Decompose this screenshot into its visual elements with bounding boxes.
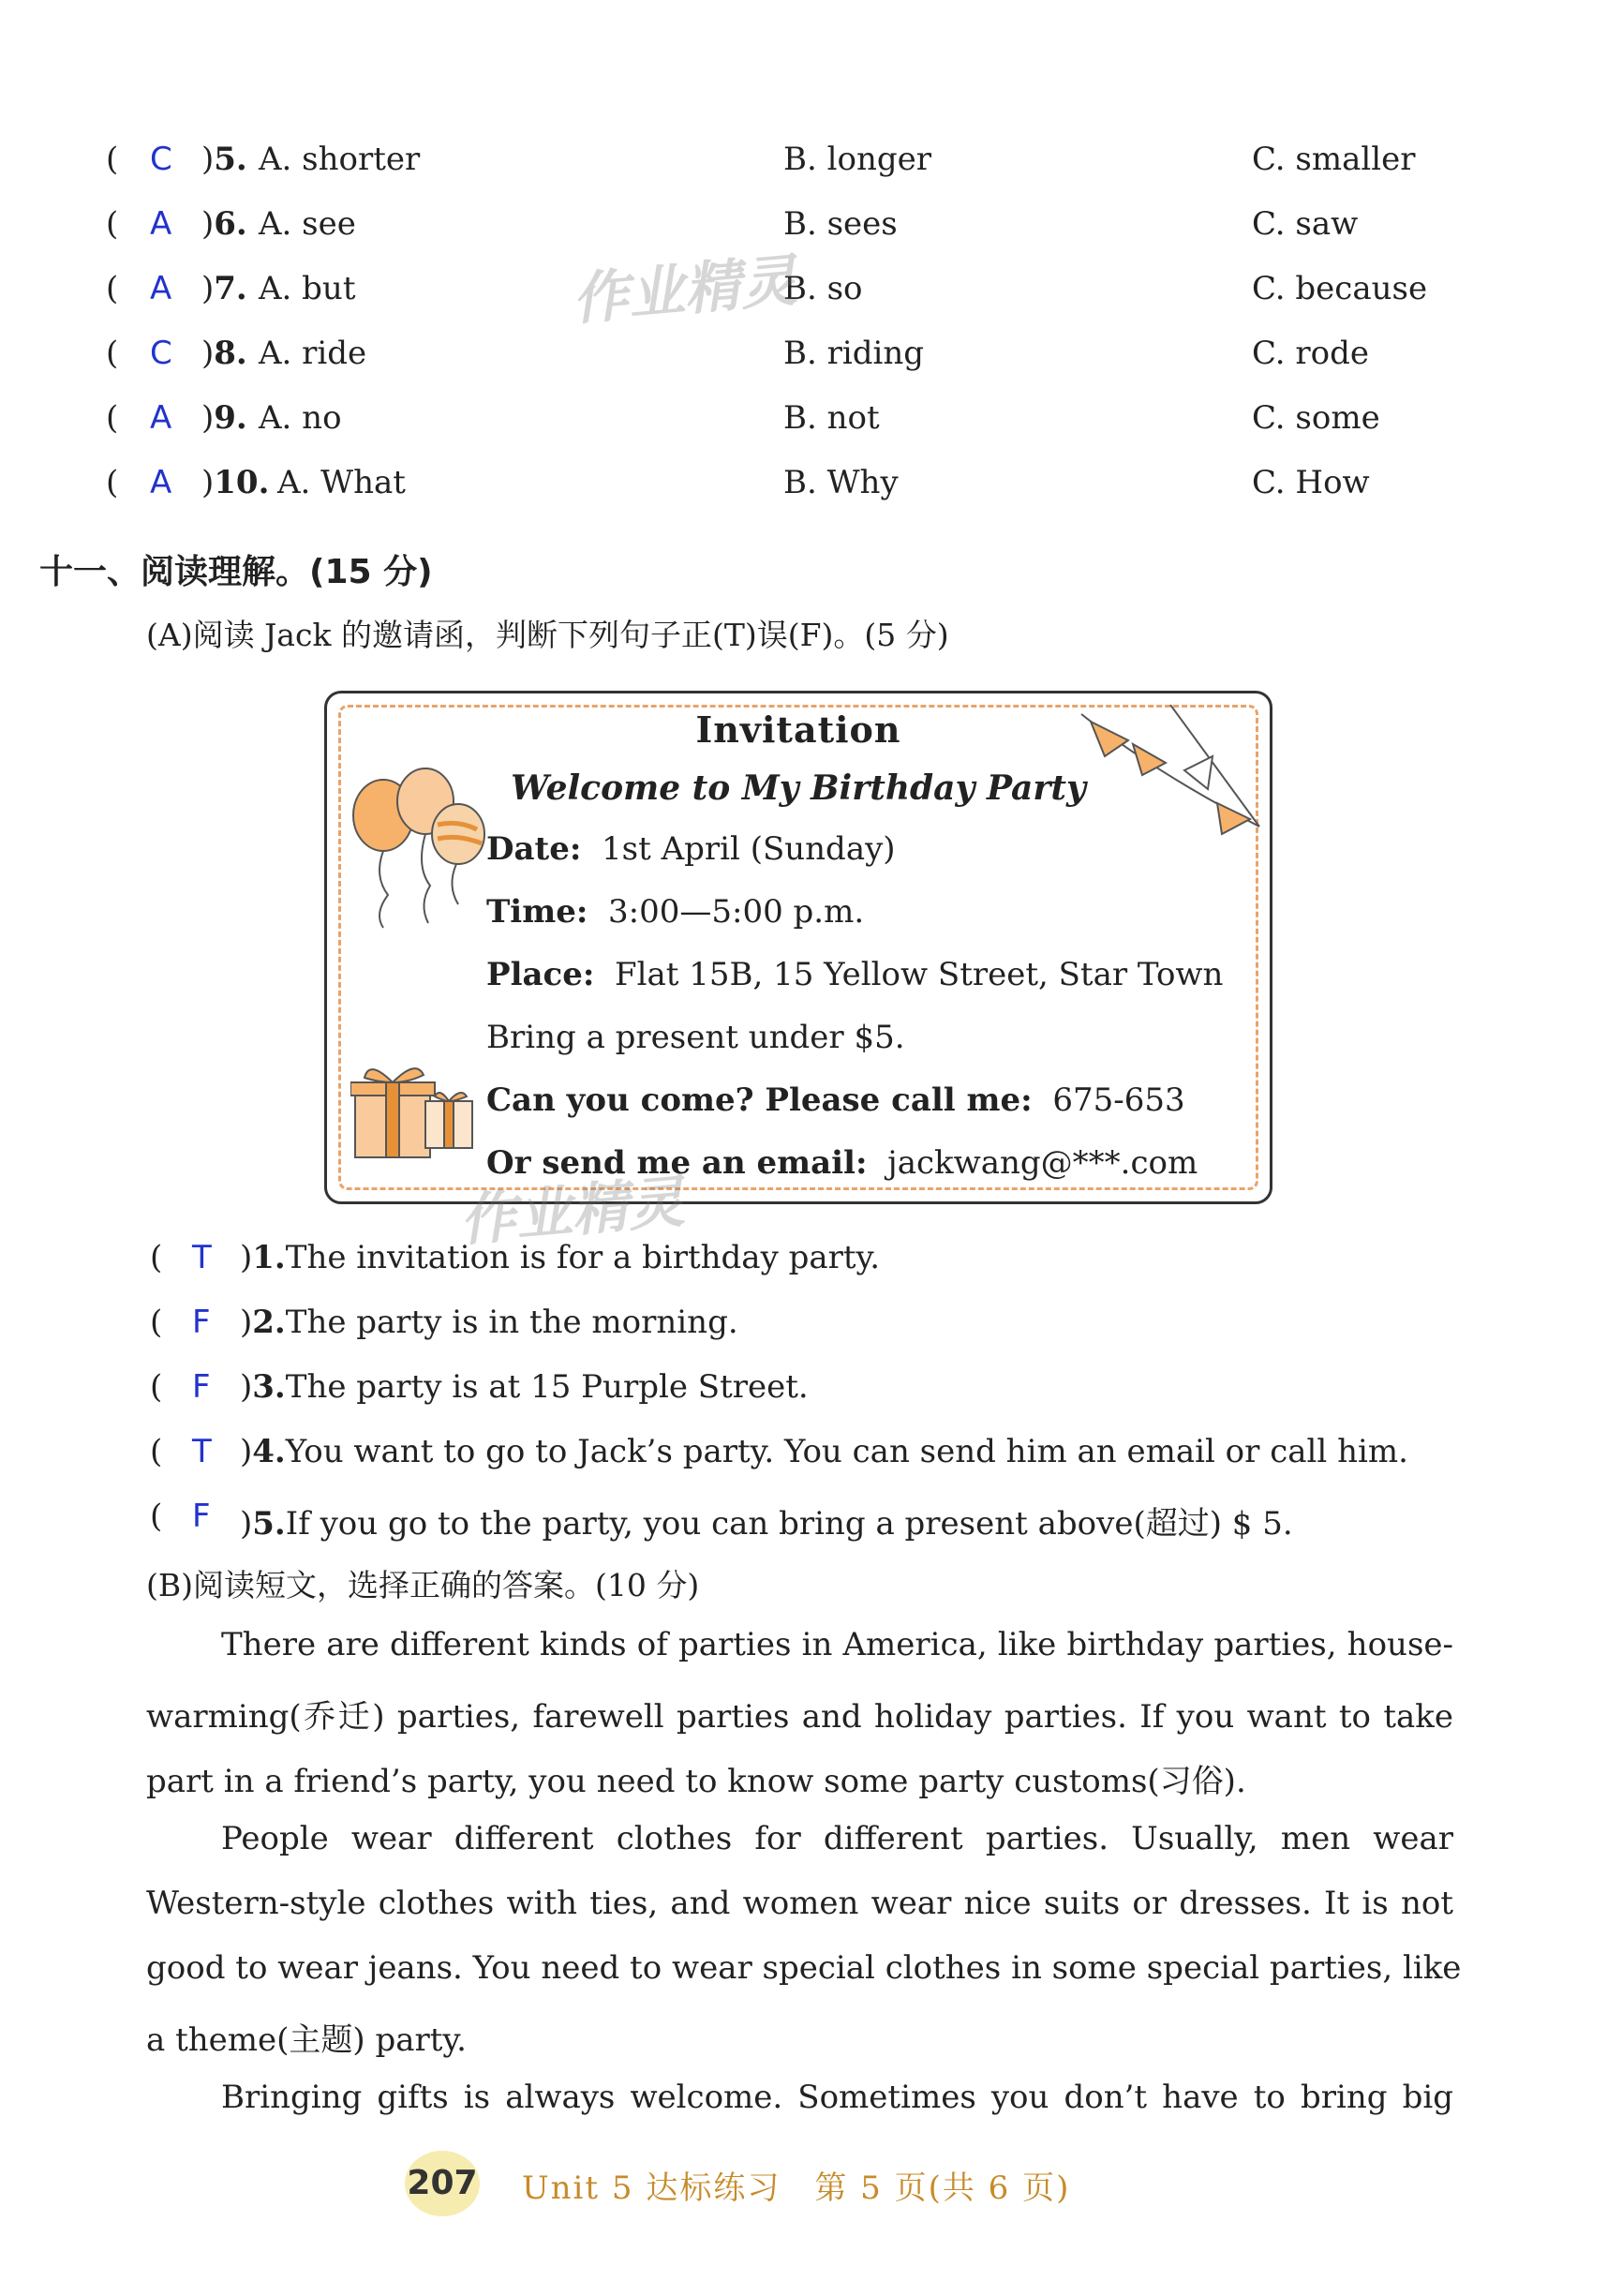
- mc-item-9: ( A )9. A. no B. not C. some: [106, 399, 1380, 437]
- date-line: [486, 830, 896, 868]
- part-b-title: (B)阅读短文，选择正确的答案。(10 分): [146, 1567, 700, 1603]
- invitation-title: Invitation: [695, 708, 901, 751]
- passage-line: warming(乔迁) parties, farewell parties and holiday parties. If you want to take: [146, 1698, 1453, 1736]
- watermark: 作业精灵: [456, 1169, 688, 1255]
- part-a-title: (A)阅读 Jack 的邀请函，判断下列句子正(T)误(F)。(5 分): [146, 617, 949, 653]
- option-b: B. riding: [783, 335, 925, 372]
- call-label: Can you come? Please call me:: [486, 1081, 1033, 1119]
- question-number: 5.: [214, 141, 247, 178]
- answer-mark: T: [192, 1433, 212, 1470]
- statement: You want to go to Jack’s party. You can send him an email or call him.: [285, 1433, 1408, 1470]
- answer-mark: A: [150, 464, 172, 501]
- question-number: 1.: [252, 1239, 286, 1276]
- option-a: A. shorter: [259, 141, 421, 178]
- place-label: Place:: [486, 956, 595, 993]
- bring-line: Bring a present under $5.: [486, 1019, 905, 1056]
- option-b: B. sees: [783, 205, 898, 243]
- option-a: A. see: [259, 205, 356, 243]
- option-a: A. but: [259, 270, 356, 307]
- open-paren: (: [106, 141, 119, 178]
- email-address: jackwang@***.com: [887, 1144, 1198, 1182]
- time-value: 3:00—5:00 p.m.: [608, 893, 865, 931]
- option-b: B. so: [783, 270, 863, 307]
- passage-line: good to wear jeans. You need to wear special clothes in some special parties, like: [146, 1949, 1462, 1987]
- mc-item-6: ( A )6. A. see B. sees C. saw: [106, 205, 1359, 243]
- answer-mark: C: [150, 141, 172, 178]
- question-number: 3.: [252, 1368, 286, 1406]
- statement: The party is in the morning.: [285, 1304, 738, 1341]
- answer-mark: F: [192, 1304, 211, 1341]
- answer-mark: F: [192, 1368, 211, 1406]
- question-number: 7.: [214, 270, 247, 307]
- answer-mark: T: [192, 1239, 212, 1276]
- passage-line: a theme(主题) party.: [146, 2021, 467, 2059]
- option-a: A. no: [259, 399, 342, 437]
- option-c: C. rode: [1252, 335, 1370, 372]
- question-number: 8.: [214, 335, 247, 372]
- passage-line: There are different kinds of parties in America, like birthday parties, house-: [221, 1626, 1453, 1663]
- mc-item-10: ( A )10. A. What B. Why C. How: [106, 464, 1370, 501]
- mc-item-8: ( C )8. A. ride B. riding C. rode: [106, 335, 1370, 372]
- option-b: B. longer: [783, 141, 931, 178]
- answer-mark: A: [150, 270, 172, 307]
- bunting-icon: [1077, 705, 1264, 845]
- tf-item-5: ( F )5.If you go to the party, you can bring a present above(超过) $ 5.: [150, 1498, 1293, 1543]
- option-a: A. What: [277, 464, 406, 501]
- option-c: C. because: [1252, 270, 1428, 307]
- page-number: 207: [405, 2151, 480, 2216]
- tf-item-1: ( T )1.The invitation is for a birthday party.: [150, 1239, 881, 1276]
- option-c: C. How: [1252, 464, 1370, 501]
- question-number: 5.: [252, 1505, 286, 1543]
- option-a: A. ride: [259, 335, 367, 372]
- page-footer: [0, 2151, 1607, 2216]
- balloons-icon: [346, 764, 496, 932]
- invitation-subtitle: Welcome to My Birthday Party: [511, 768, 1086, 808]
- option-c: C. smaller: [1252, 141, 1416, 178]
- passage-line: People wear different clothes for different parties. Usually, men wear: [221, 1820, 1453, 1857]
- mc-item-5: ( C )5. A. shorter B. longer C. smaller: [106, 141, 1416, 178]
- passage-line: Bringing gifts is always welcome. Sometimes you don’t have to bring big: [221, 2079, 1453, 2116]
- answer-mark: A: [150, 399, 172, 437]
- footer-text: Unit 5 达标练习 第 5 页(共 6 页): [522, 2169, 1071, 2207]
- question-number: 6.: [214, 205, 247, 243]
- place-line: [486, 956, 1223, 993]
- statement: The invitation is for a birthday party.: [285, 1239, 881, 1276]
- watermark: 作业精灵: [569, 247, 800, 334]
- question-number: 9.: [214, 399, 247, 437]
- email-label: Or send me an email:: [486, 1144, 868, 1182]
- tf-item-4: ( T )4.You want to go to Jack’s party. You can send him an email or call him.: [150, 1433, 1408, 1470]
- mc-item-7: ( A )7. A. but B. so C. because: [106, 270, 1428, 307]
- question-number: 2.: [252, 1304, 286, 1341]
- option-c: C. some: [1252, 399, 1380, 437]
- option-b: B. Why: [783, 464, 899, 501]
- passage-line: Western-style clothes with ties, and women wear nice suits or dresses. It is not: [146, 1885, 1453, 1922]
- call-line: [486, 1081, 1185, 1119]
- date-label: Date:: [486, 830, 582, 868]
- section-title: 十一、阅读理解。(15 分): [39, 553, 433, 591]
- place-value: Flat 15B, 15 Yellow Street, Star Town: [615, 956, 1224, 993]
- date-value: 1st April (Sunday): [602, 830, 896, 868]
- question-number: 4.: [252, 1433, 286, 1470]
- time-label: Time:: [486, 893, 588, 931]
- tf-item-3: ( F )3.The party is at 15 Purple Street.: [150, 1368, 809, 1406]
- option-b: B. not: [783, 399, 880, 437]
- answer-mark: A: [150, 205, 172, 243]
- question-number: 10.: [214, 464, 270, 501]
- gift-box-icon: [350, 1054, 477, 1162]
- passage-line: part in a friend’s party, you need to know some party customs(习俗).: [146, 1763, 1246, 1800]
- phone-number: 675-653: [1052, 1081, 1185, 1119]
- time-line: [486, 893, 864, 931]
- answer-mark: C: [150, 335, 172, 372]
- invitation-card: [324, 691, 1272, 1204]
- statement: The party is at 15 Purple Street.: [285, 1368, 809, 1406]
- option-c: C. saw: [1252, 205, 1359, 243]
- tf-item-2: ( F )2.The party is in the morning.: [150, 1304, 738, 1341]
- answer-mark: F: [192, 1498, 211, 1535]
- statement: If you go to the party, you can bring a present above(超过) $ 5.: [285, 1505, 1293, 1543]
